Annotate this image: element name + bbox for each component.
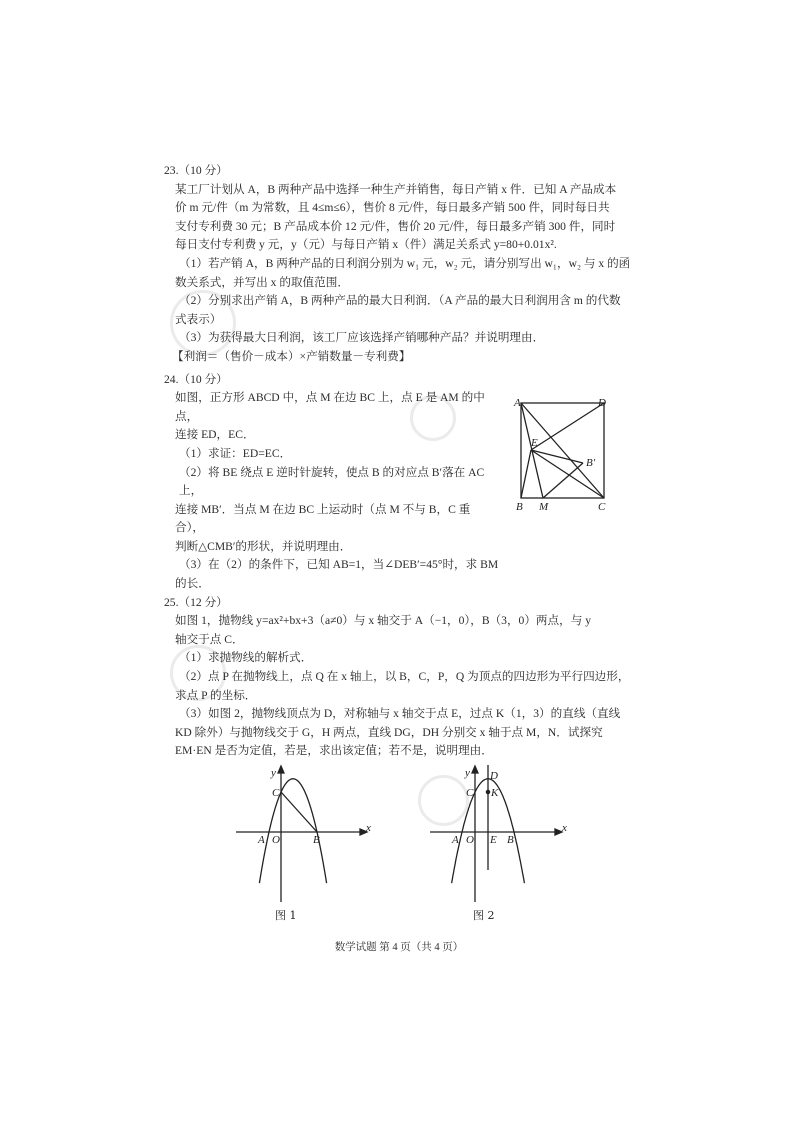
label-d: D bbox=[598, 397, 606, 410]
question-23-part-2: 式表示） bbox=[175, 312, 222, 326]
segment-eb-prime bbox=[531, 450, 583, 463]
question-23-part-3: （3）为获得最大日利润，该工厂应该选择产销哪种产品？并说明理由． bbox=[179, 331, 545, 345]
question-23-formula-note: 【利润＝（售价－成本）×产销数量－专利费】 bbox=[172, 349, 411, 363]
page-footer: 数学试题 第 4 页（共 4 页） bbox=[334, 942, 464, 953]
page-content bbox=[164, 162, 634, 954]
label-d: D bbox=[490, 770, 498, 782]
question-23 bbox=[164, 162, 634, 367]
segment-eb bbox=[521, 450, 531, 498]
figure-2-caption: 图 2 bbox=[473, 909, 495, 922]
parabola-figures bbox=[225, 763, 575, 925]
question-23-text: 价 m 元/件（m 为常数，且 4≤m≤6），售价 8 元/件，每日最多产销 500 件，同时每日共 bbox=[175, 201, 610, 215]
label-o: O bbox=[466, 834, 474, 846]
question-25 bbox=[164, 594, 634, 925]
question-25-part-3: （3）如图 2，抛物线顶点为 D，对称轴与 x 轴交于点 E，过点 K（1，3）的直线（直线 bbox=[179, 707, 621, 721]
label-e: E bbox=[490, 834, 497, 846]
point-k bbox=[486, 790, 489, 793]
label-m: M bbox=[539, 501, 549, 514]
question-23-part-1: 数关系式，并写出 x 的取值范围． bbox=[175, 275, 349, 289]
question-25-part-3: EM·EN 是否为定值，若是，求出该定值；若不是，说明理由． bbox=[175, 744, 493, 758]
question-23-part-1: （1）若产销 A，B 两种产品的日利润分别为 w₁ 元，w₂ 元，请分别写出 w₁，w₂ 与 x 的函 bbox=[179, 256, 631, 270]
question-23-text: 每日支付专利费 y 元，y（元）与每日产销 x（件）满足关系式 y=80+0.01x². bbox=[175, 238, 557, 252]
label-y: y bbox=[465, 767, 470, 779]
label-c: C bbox=[272, 787, 280, 799]
y-axis-arrow bbox=[278, 766, 284, 773]
question-24-part-2: 判断△CMB′的形状，并说明理由． bbox=[175, 539, 352, 553]
figure-1 bbox=[236, 766, 371, 922]
label-c: C bbox=[598, 501, 606, 514]
label-b: B bbox=[313, 834, 320, 846]
question-25-part-2: 求点 P 的坐标． bbox=[175, 688, 257, 702]
square-abcd-figure bbox=[505, 390, 620, 518]
label-x: x bbox=[562, 822, 567, 834]
label-b: B bbox=[516, 501, 523, 514]
question-23-text: 某工厂计划从 A，B 两种产品中选择一种生产并销售，每日产销 x 件．已知 A 产品成本 bbox=[175, 182, 617, 196]
question-23-text: 支付专利费 30 元；B 产品成本价 12 元/件，售价 20 元/件，每日最多产销 300 件，同时 bbox=[175, 219, 616, 233]
label-o: O bbox=[272, 834, 280, 846]
figure-2 bbox=[430, 765, 567, 922]
question-24-text: 如图，正方形 ABCD 中，点 M 在边 BC 上，点 E 是 AM 的中点， bbox=[175, 391, 485, 423]
question-24-heading: 24.（10 分） bbox=[164, 372, 228, 386]
question-24-part-2: （2）将 BE 绕点 E 逆时针旋转，使点 B 的对应点 B′落在 AC 上， bbox=[179, 465, 485, 498]
y-axis-arrow bbox=[472, 766, 478, 773]
label-a: A bbox=[514, 397, 521, 410]
question-25-text: 如图 1，抛物线 y=ax²+bx+3（a≠0）与 x 轴交于 A（−1，0），B（3，0）两点，与 y bbox=[175, 614, 591, 628]
question-25-part-2: （2）点 P 在抛物线上，点 Q 在 x 轴上，以 B，C，P，Q 为顶点的四边形为平行四边形， bbox=[179, 670, 630, 684]
question-24-part-1: （1）求证：ED=EC． bbox=[179, 446, 292, 460]
label-b-prime: B′ bbox=[586, 457, 596, 470]
label-a: A bbox=[452, 834, 459, 846]
question-25-part-1: （1）求抛物线的解析式． bbox=[179, 651, 313, 665]
label-y: y bbox=[271, 767, 276, 779]
label-b: B bbox=[507, 834, 514, 846]
question-23-heading: 23.（10 分） bbox=[164, 164, 228, 177]
label-e: E bbox=[531, 437, 538, 450]
question-25-heading: 25.（12 分） bbox=[164, 595, 228, 609]
question-25-text: 轴交于点 C． bbox=[175, 632, 244, 646]
question-24-part-3: （3）在（2）的条件下，已知 AB=1，当∠DEB′=45°时，求 BM bbox=[179, 558, 499, 572]
figure-1-caption: 图 1 bbox=[275, 909, 297, 922]
question-24 bbox=[164, 371, 634, 594]
question-23-part-2: （2）分别求出产销 A，B 两种产品的最大日利润．（A 产品的最大日利润用含 m 的代数 bbox=[179, 294, 621, 308]
question-24-part-3: 的长． bbox=[175, 577, 210, 591]
label-k: K bbox=[491, 787, 499, 799]
label-c: C bbox=[466, 787, 474, 799]
question-24-part-2: 连接 MB′．当点 M 在边 BC 上运动时（点 M 不与 B，C 重合）， bbox=[175, 502, 471, 535]
question-25-part-3: KD 除外）与抛物线交于 G，H 两点，直线 DG，DH 分别交 x 轴于点 M，N．试探究 bbox=[175, 725, 603, 739]
question-24-text: 连接 ED，EC． bbox=[175, 428, 255, 442]
label-x: x bbox=[366, 822, 371, 834]
x-axis-arrow bbox=[555, 829, 562, 835]
label-a: A bbox=[258, 834, 265, 846]
